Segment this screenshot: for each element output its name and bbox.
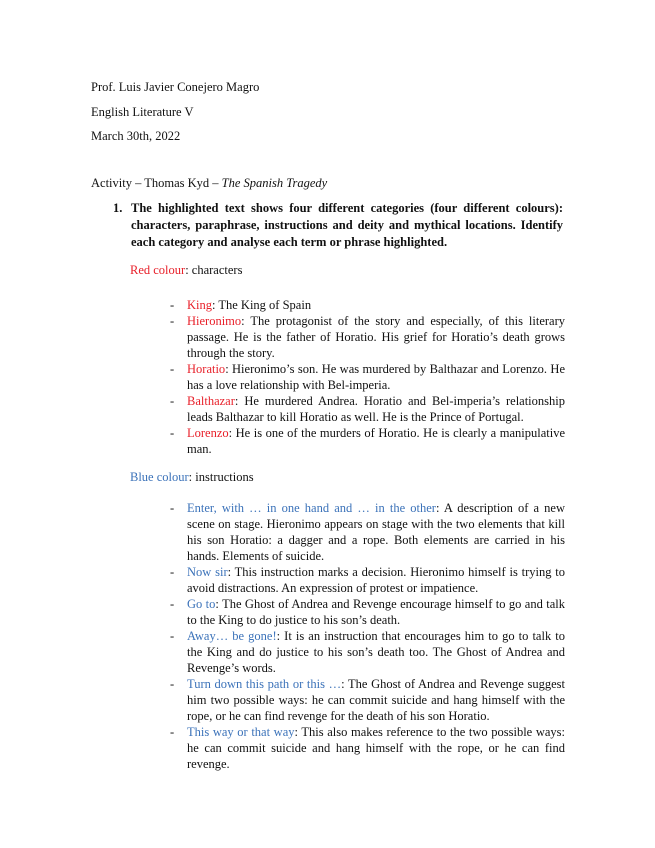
- item-desc: : This instruction marks a decision. Hieronimo himself is trying to avoid distractions. An expression of protest or impatience.: [187, 565, 565, 595]
- list-item: - Now sir: This instruction marks a decision. Hieronimo himself is trying to avoid distractions. An expression of protest or impatience.: [170, 565, 565, 595]
- list-item: - Hieronimo: The protagonist of the story and especially, of this literary passage. He is the father of Horatio. His grief for Horatio’s death grows through the story.: [170, 314, 565, 360]
- item-desc: : The protagonist of the story and especially, of this literary passage. He is the father of Horatio. His grief for Horatio’s death grows through the story.: [187, 314, 565, 360]
- question-text: The highlighted text shows four different categories (four different colours): characters, paraphrase, instructions and deity and mythical locations. Identify each category and analyse each term or phrase highlighted.: [131, 201, 563, 249]
- item-desc: : The Ghost of Andrea and Revenge encourage himself to go and talk to the King to do justice to his son’s death.: [187, 597, 566, 627]
- item-term: Enter, with … in one hand and … in the other: [187, 501, 436, 515]
- question-number: 1.: [113, 201, 123, 215]
- course-line: English Literature V: [91, 105, 194, 119]
- item-desc: : Hieronimo’s son. He was murdered by Balthazar and Lorenzo. He has a love relationship with Bel-imperia.: [187, 362, 565, 392]
- list-item: - Go to: The Ghost of Andrea and Revenge encourage himself to go and talk to the King to do justice to his son’s death.: [170, 597, 566, 627]
- blue-section-suffix: : instructions: [188, 470, 254, 484]
- item-term: This way or that way: [187, 725, 295, 739]
- list-item: - Horatio: Hieronimo’s son. He was murdered by Balthazar and Lorenzo. He has a love relationship with Bel-imperia.: [170, 362, 565, 392]
- item-desc: : The King of Spain: [212, 298, 312, 312]
- work-title: The Spanish Tragedy: [221, 176, 328, 190]
- item-term: Balthazar: [187, 394, 235, 408]
- blue-section-list: [170, 500, 565, 772]
- date-line: March 30th, 2022: [91, 129, 181, 143]
- item-desc: : This also makes reference to the two possible ways: he can commit suicide and hang himself with the rope, or he can find revenge.: [187, 725, 565, 771]
- red-section-heading: [130, 263, 242, 278]
- item-desc: : A description of a new scene on stage. Hieronimo appears on stage with the two elements that kill his son Horatio: a dagger and a rope. Both elements are carried in his hands. Elements of suicide.: [187, 501, 565, 563]
- red-section-suffix: : characters: [185, 263, 243, 277]
- item-term: Go to: [187, 597, 216, 611]
- list-item: - This way or that way: This also makes reference to the two possible ways: he can commit suicide and hang himself with the rope, or he can find revenge.: [170, 725, 565, 771]
- item-desc: : It is an instruction that encourages him to go to talk to the King and do justice to his son’s death too. The Ghost of Andrea and Revenge’s words.: [187, 629, 565, 675]
- blue-section-heading: [130, 470, 254, 485]
- blue-section-label: Blue colour: [130, 470, 189, 484]
- item-term: Turn down this path or this …: [187, 677, 342, 691]
- list-item: - Balthazar: He murdered Andrea. Horatio and Bel-imperia’s relationship leads Balthazar to kill Horatio as well. He is the Prince of Portugal.: [170, 394, 565, 424]
- list-item: - Enter, with … in one hand and … in the other: A description of a new scene on stage. Hieronimo appears on stage with the two elements that kill his son Horatio: a dagger and a rope. Both elements are carried in his hands. Elements of suicide.: [170, 501, 565, 563]
- red-section-list: [170, 297, 565, 457]
- item-term: Lorenzo: [187, 426, 229, 440]
- list-item: - Turn down this path or this …: The Ghost of Andrea and Revenge suggest him two possible ways: he can commit suicide and hang himself with the rope, or he can find revenge for the death of his son Horatio.: [170, 677, 565, 723]
- item-term: Horatio: [187, 362, 226, 376]
- item-term: King: [187, 298, 212, 312]
- item-term: Away… be gone!: [187, 629, 277, 643]
- author-line: Prof. Luis Javier Conejero Magro: [91, 80, 260, 94]
- activity-title: [91, 176, 327, 191]
- list-item: - Lorenzo: He is one of the murders of Horatio. He is clearly a manipulative man.: [170, 426, 565, 456]
- item-term: Hieronimo: [187, 314, 242, 328]
- item-desc: : He is one of the murders of Horatio. He is clearly a manipulative man.: [187, 426, 565, 456]
- activity-prefix: Activity – Thomas Kyd –: [91, 176, 222, 190]
- item-term: Now sir: [187, 565, 228, 579]
- list-item: - Away… be gone!: It is an instruction that encourages him to go to talk to the King and do justice to his son’s death too. The Ghost of Andrea and Revenge’s words.: [170, 629, 565, 675]
- list-item: - King: The King of Spain: [170, 298, 312, 312]
- item-desc: : He murdered Andrea. Horatio and Bel-imperia’s relationship leads Balthazar to kill Horatio as well. He is the Prince of Portugal.: [187, 394, 565, 424]
- question-1: [113, 200, 563, 251]
- item-desc: : The Ghost of Andrea and Revenge suggest him two possible ways: he can commit suicide and hang himself with the rope, or he can find revenge for the death of his son Horatio.: [187, 677, 565, 723]
- red-section-label: Red colour: [130, 263, 186, 277]
